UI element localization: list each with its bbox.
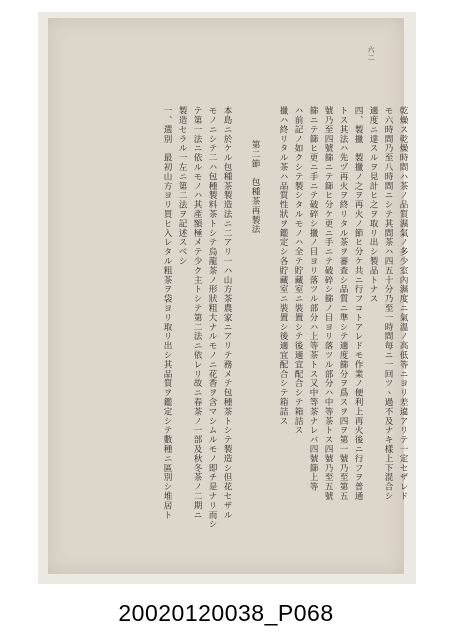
- page-number: 六二: [367, 46, 375, 62]
- text-column: 乾燥ス乾燥時間ハ茶ノ品質濕氣ノ多少室內濕度ニ氣溫ノ高低等ニヨリ差違アリテ一定セザレド: [398, 106, 408, 501]
- text-column: 四、製擸 製擸ノ之ヲ再火ノ節ヒ分ケ共ニ行フコトアレドモ作業ノ便利上再火後ニ行フヲ普通: [353, 106, 363, 501]
- text-column: 擸ハ終リタル茶ハ品質性狀ヲ鑑定シ各貯藏室ニ裝置シ後適宜配合シテ箱詰ス: [278, 106, 288, 426]
- text-column: モノニシテ二ハ包種製料茶トシテ烏龍茶ノ形狀粗大ナルモノニ花香ヲ含マシムルモノ即チ是ナリ而シ: [207, 106, 217, 529]
- section-heading: 第二節 包種茶再製法: [250, 140, 260, 234]
- text-column: モ六時間乃至八時間ニシテ其間茶ハ四五十分乃至一時間毎ニ一回ツヽ過不及ナキ樣上下混合シ: [383, 106, 393, 501]
- text-column: テ第一法ニ依ルモノハ其產額極メテ少ク主トシテ第二法ニ依レリ故ニ春茶ノ一部及秋冬茶ノ二期ニ: [192, 106, 202, 520]
- text-column: 一、選別 最初山方ヨリ買ヒ入レタル粗茶ヲ袋ヨリ取リ出シ其品質ヲ鑑定シテ數種ニ區別シ堆居ト: [162, 106, 172, 520]
- text-block: [78, 106, 408, 546]
- text-column: 本島ニ於ケル包種茶製造法ニ二アリ一ハ山方茶農家ニアリテ務メテ包種茶トシテ製造シ但花セザル: [222, 106, 232, 520]
- text-column: ハ前記ノ如クシテ製シタルモノハ全テ貯藏室ニ裝置シテ後適宜配合シテ箱詰ス: [293, 106, 303, 435]
- text-column: 適度ニ達スルヲ見計ヒ之ヲ取リ出シ製品トナス: [368, 106, 378, 304]
- text-column: トス其法ハ先ヅ再火ヲ終リタル茶ヲ審査シ品質ニ準シテ適度篩分ヲ爲スヲ四ヲ第一號乃至第五: [338, 106, 348, 501]
- text-column: 製造セラル一左ニ第二法ヲ記述スベシ: [177, 106, 187, 266]
- text-column: 號乃至四號篩ニテ篩ヒ分ケ更ニ手ニテ破碎シ篩ノ目ヨリ落ツル部分ハ中等茶トス四號乃至五號: [323, 106, 333, 501]
- document-page: [48, 18, 408, 574]
- text-column: 篩ニテ篩ヒ更ニ手ニテ破碎シ擸ノ目ヨリ落ツル部分ハ上等茶トス又中等茶ナレバ四號篩上等: [308, 106, 318, 492]
- image-caption: 20020120038_P068: [118, 600, 334, 626]
